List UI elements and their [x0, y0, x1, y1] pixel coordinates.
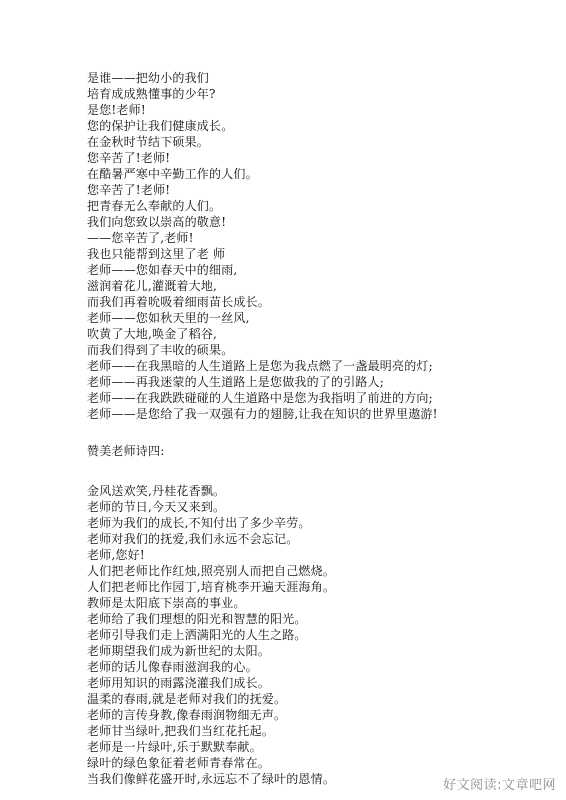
poem-line: 在酷暑严寒中辛勤工作的人们。 — [87, 167, 258, 181]
poem-line: 您辛苦了!老师! — [87, 183, 171, 197]
poem-line: 老师的节日,今天又来到。 — [87, 500, 226, 514]
poem-line: 老师给了我们理想的阳光和智慧的阳光。 — [87, 612, 307, 626]
poem-line: 我也只能帮到这里了老 师 — [87, 247, 226, 261]
poem-line: 在金秋时节结下硕果。 — [87, 135, 210, 149]
poem-line: 老师,您好! — [87, 548, 145, 562]
poem-line: 老师为我们的成长,不知付出了多少辛劳。 — [87, 516, 311, 530]
poem-line: 老师是一片绿叶,乐于默默奉献。 — [87, 740, 262, 754]
poem-line: 温柔的春雨,就是老师对我们的抚爱。 — [87, 692, 287, 706]
poem-line: 把青春无么奉献的人们。 — [87, 199, 222, 213]
site-watermark: 好文阅读:文章吧网 — [443, 778, 556, 793]
poem-line: 您辛苦了!老师! — [87, 151, 171, 165]
poem-line: 老师用知识的雨露浇灌我们成长。 — [87, 676, 271, 690]
poem-line: 老师的言传身教,像春雨润物细无声。 — [87, 708, 287, 722]
poem-line: 老师期望我们成为新世纪的太阳。 — [87, 644, 271, 658]
poem-line: 金风送欢笑,丹桂花香飘。 — [87, 484, 226, 498]
poem-line: 老师——在我黑暗的人生道路上是您为我点燃了一盏最明亮的灯; — [87, 359, 433, 373]
poem-line: 老师——您如秋天里的一丝风, — [87, 311, 250, 325]
poem-line: 人们把老师比作园丁,培育桃李开遍天涯海角。 — [87, 580, 336, 594]
poem-line: 是谁——把幼小的我们 — [87, 71, 210, 85]
poem-line: 吹黄了大地,唤金了稻谷, — [87, 327, 218, 341]
poem-line: 而我们再着吮吸着细雨苗长成长。 — [87, 295, 271, 309]
poem-line: 培育成成熟懂事的少年? — [87, 87, 216, 101]
poem-line: 教师是太阳底下崇高的事业。 — [87, 596, 246, 610]
poem-line: 是您!老师! — [87, 103, 146, 117]
poem-line: 人们把老师比作红烛,照亮别人而把自己燃烧。 — [87, 564, 336, 578]
poem-line: 老师的话儿像春雨滋润我的心。 — [87, 660, 258, 674]
poem-line: 老师对我们的抚爱,我们永远不会忘记。 — [87, 532, 299, 546]
poem-line: 老师——是您给了我一双强有力的翅膀,让我在知识的世界里遨游! — [87, 407, 438, 421]
poem-line: 滋润着花儿,灌溉着大地, — [87, 279, 218, 293]
poem-line: 老师引导我们走上洒满阳光的人生之路。 — [87, 628, 307, 642]
poem-line: 我们向您致以崇高的敬意! — [87, 215, 227, 229]
poem-line: ——您辛苦了,老师! — [87, 231, 194, 245]
poem-line: 而我们得到了丰收的硕果。 — [87, 343, 234, 357]
poem-line: 您的保护让我们健康成长。 — [87, 119, 234, 133]
poem-line: 当我们像鲜花盛开时,永远忘不了绿叶的恩情。 — [87, 772, 336, 786]
section-heading: 赞美老师诗四: — [87, 444, 165, 458]
poem-line: 老师甘当绿叶,把我们当红花托起。 — [87, 724, 275, 738]
poem-line: 老师——在我跌跌碰碰的人生道路中是您为我指明了前进的方向; — [87, 391, 433, 405]
poem-line: 老师——再我迷蒙的人生道路上是您做我的了的引路人; — [87, 375, 385, 389]
poem-line: 老师——您如春天中的细雨, — [87, 263, 238, 277]
poem-line: 绿叶的绿色象征着老师青春常在。 — [87, 756, 271, 770]
